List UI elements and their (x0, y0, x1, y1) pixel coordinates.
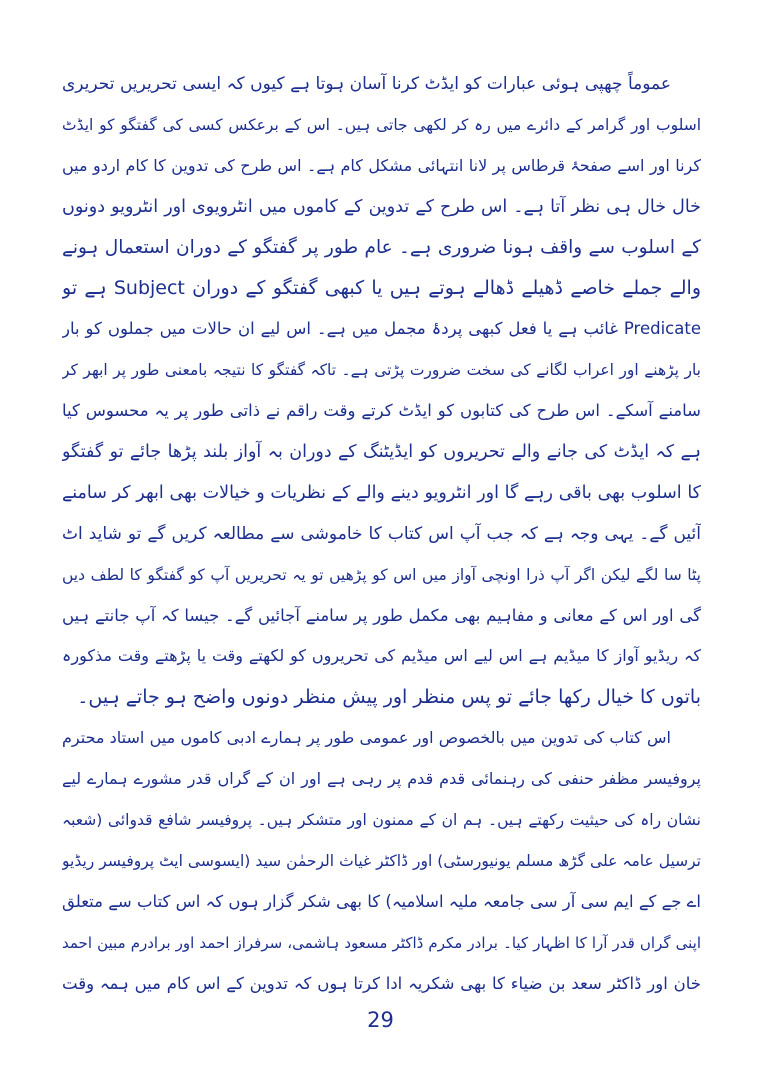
text-line: کرنا اور اسے صفحۂ قرطاس پر لانا انتہائی مشکل کام ہے۔ اس طرح کی تدوین کا کام اردو میں (62, 155, 701, 175)
text-line: آئیں گے۔ یہی وجہ ہے کہ جب آپ اس کتاب کا خاموشی سے مطالعہ کریں گے تو شاید اٹ (62, 523, 701, 544)
text-line: بار پڑھنے اور اعراب لگانے کی سخت ضرورت پڑتی ہے۔ تاکہ گفتگو کا نتیجہ بامعنی طور پر ابھر کر (62, 361, 701, 380)
text-line: نشان راہ کی حیثیت رکھتے ہیں۔ ہم ان کے ممنون اور متشکر ہیں۔ پروفیسر شافع قدوائی (شعبہ (62, 811, 701, 830)
text-line: گی اور اس کے معانی و مفاہیم بھی مکمل طور پر سامنے آجائیں گے۔ جیسا کہ آپ جانتے ہیں (62, 605, 701, 625)
text-line: ترسیل عامہ علی گڑھ مسلم یونیورسٹی) اور ڈاکٹر غیاث الرحمٰن سید (ایسوسی ایٹ پروفیسر ریڈیو (62, 851, 701, 870)
text-line: پروفیسر مظفر حنفی کی رہنمائی قدم قدم پر رہی ہے اور ان کے گراں قدر مشورے ہمارے لیے (62, 769, 701, 789)
text-line: اس کتاب کی تدوین میں بالخصوص اور عمومی طور پر ہمارے ادبی کاموں میں استاد محترم (62, 728, 671, 748)
text-line: Predicate غائب ہے یا فعل کبھی پردۂ مجمل میں ہے۔ اس لیے ان حالات میں جملوں کو بار (62, 319, 701, 339)
text-line: والے جملے خاصے ڈھیلے ڈھالے ہوتے ہیں یا کبھی گفتگو کے دوران Subject ہے تو (62, 277, 701, 300)
body-text (62, 64, 701, 1004)
text-line: اپنی گراں قدر آرا کا اظہار کیا۔ برادر مکرم ڈاکٹر مسعود ہاشمی، سرفراز احمد اور برادرم مبین احمد (62, 933, 701, 952)
page-number: 29 (367, 1008, 394, 1032)
text-line: کے اسلوب سے واقف ہونا ضروری ہے۔ عام طور پر گفتگو کے دوران استعمال ہونے (62, 236, 701, 258)
paragraph-1 (62, 64, 701, 718)
paragraph-2 (62, 718, 701, 1004)
text-line: خان اور ڈاکٹر سعد بن ضیاء کا بھی شکریہ ادا کرتا ہوں کہ تدوین کے اس کام میں ہمہ وقت (62, 973, 701, 993)
text-line: کا اسلوب بھی باقی رہے گا اور انٹرویو دینے والے کے نظریات و خیالات بھی ابھر کر سامنے (62, 482, 701, 503)
text-line: اسلوب اور گرامر کے دائرے میں رہ کر لکھی جاتی ہیں۔ اس کے برعکس کسی کی گفتگو کو ایڈٹ (62, 115, 701, 134)
text-line: خال خال ہی نظر آتا ہے۔ اس طرح کے تدوین کے کاموں میں انٹرویوی اور انٹرویو دونوں (62, 196, 701, 217)
text-line: کہ ریڈیو آواز کا میڈیم ہے اس لیے اس میڈیم کی تحریروں کو لکھتے وقت یا پڑھتے وقت مذکورہ (62, 646, 701, 666)
text-line: اے جے کے ایم سی آر سی جامعہ ملیہ اسلامیہ) کا بھی شکر گزار ہوں کہ اس کتاب سے متعلق (62, 891, 701, 911)
text-line: باتوں کا خیال رکھا جائے تو پس منظر اور پیش منظر دونوں واضح ہو جاتے ہیں۔ (77, 686, 701, 709)
text-line: پٹا سا لگے لیکن اگر آپ ذرا اونچی آواز میں اس کو پڑھیں تو یہ تحریریں آپ کو گفتگو کا لطف دیں (62, 565, 701, 584)
text-line: عموماً چھپی ہوئی عبارات کو ایڈٹ کرنا آسان ہوتا ہے کیوں کہ ایسی تحریریں تحریری (62, 74, 671, 94)
text-line: سامنے آسکے۔ اس طرح کی کتابوں کو ایڈٹ کرتے وقت راقم نے ذاتی طور پر یہ محسوس کیا (62, 401, 701, 421)
text-line: ہے کہ ایڈٹ کی جانے والے تحریروں کو ایڈیٹنگ کے دوران بہ آواز بلند پڑھا جائے تو گفتگو (62, 442, 701, 463)
